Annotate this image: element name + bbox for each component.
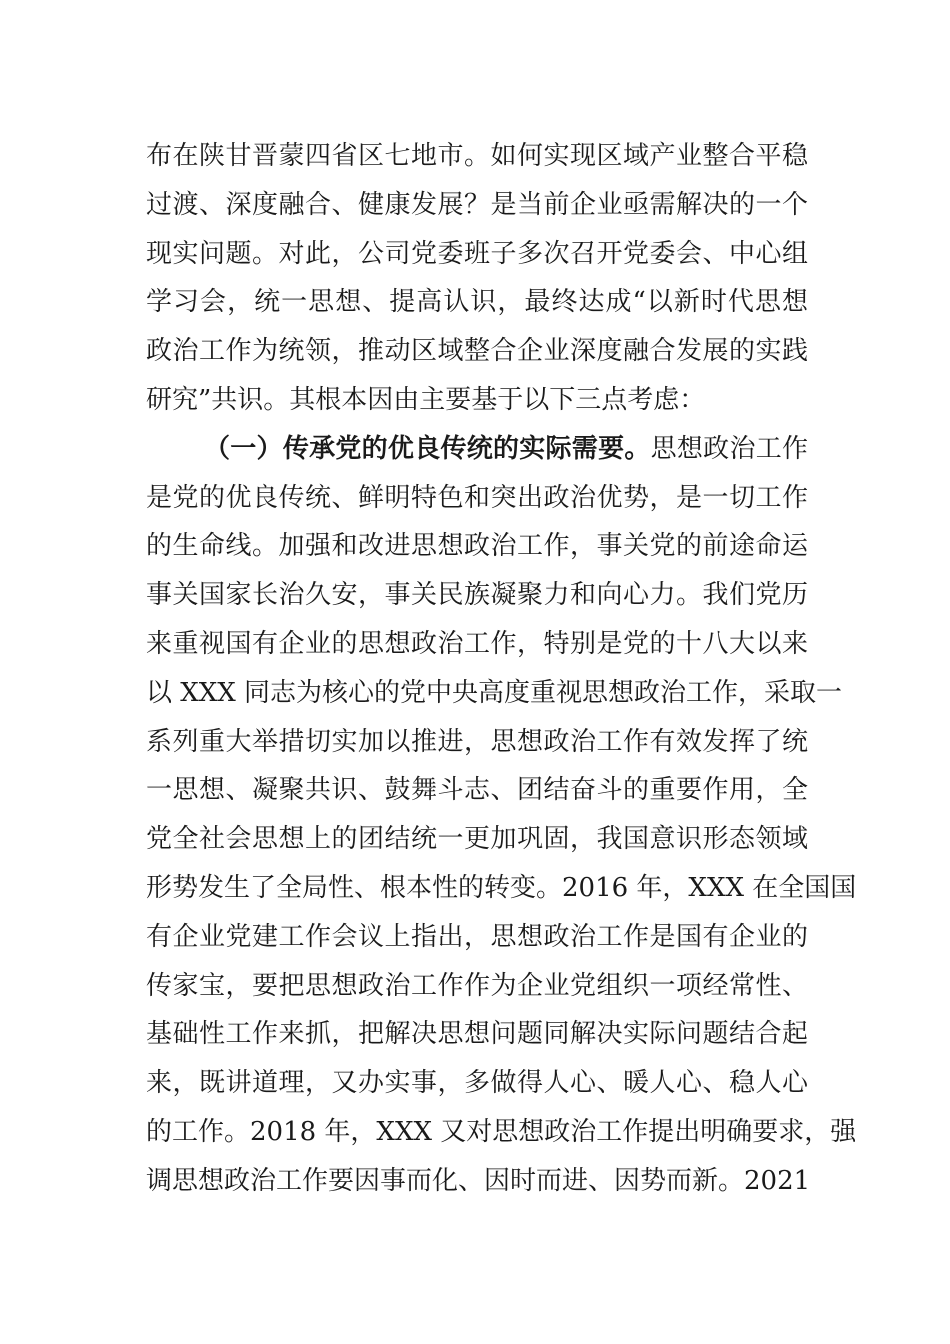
section-line: 事关国家长治久安，事关民族凝聚力和向心力。我们党历 [146,580,808,611]
section-first-line-text: 思想政治工作 [650,433,808,464]
section-line: 一思想、凝聚共识、鼓舞斗志、团结奋斗的重要作用，全 [146,775,808,806]
section-line: 的工作。2018 年，XXX 又对思想政治工作提出明确要求，强 [146,1116,857,1147]
section-line: 传家宝，要把思想政治工作作为企业党组织一项经常性、 [146,970,808,1001]
body-line: 学习会，统一思想、提高认识，最终达成“以新时代思想 [146,287,808,318]
section-line: 以 XXX 同志为核心的党中央高度重视思想政治工作，采取一 [146,677,843,708]
section-line: 基础性工作来抓，把解决思想问题同解决实际问题结合起 [146,1019,808,1050]
body-line: 政治工作为统领，推动区域整合企业深度融合发展的实践 [146,336,808,367]
section-line: 来，既讲道理，又办实事，多做得人心、暖人心、稳人心 [146,1068,808,1099]
section-line: 来重视国有企业的思想政治工作，特别是党的十八大以来 [146,628,808,659]
section-line: 的生命线。加强和改进思想政治工作，事关党的前途命运 [146,531,808,562]
document-body [146,132,857,1206]
body-line: 研究”共识。其根本因由主要基于以下三点考虑： [146,384,706,415]
section-line: 形势发生了全局性、根本性的转变。2016 年，XXX 在全国国 [146,872,857,903]
section-line: 党全社会思想上的团结统一更加巩固，我国意识形态领域 [146,824,808,855]
section-line: 系列重大举措切实加以推进，思想政治工作有效发挥了统 [146,726,808,757]
body-line: 现实问题。对此，公司党委班子多次召开党委会、中心组 [146,238,808,269]
section-line: 调思想政治工作要因事而化、因时而进、因势而新。2021 [146,1165,811,1196]
section-line: 有企业党建工作会议上指出，思想政治工作是国有企业的 [146,921,808,952]
section-heading: （一）传承党的优良传统的实际需要。 [204,433,651,464]
section-first-line [146,425,808,474]
section-line: 是党的优良传统、鲜明特色和突出政治优势，是一切工作 [146,482,808,513]
body-line: 过渡、深度融合、健康发展？是当前企业亟需解决的一个 [146,189,808,220]
body-line: 布在陕甘晋蒙四省区七地市。如何实现区域产业整合平稳 [146,141,808,171]
